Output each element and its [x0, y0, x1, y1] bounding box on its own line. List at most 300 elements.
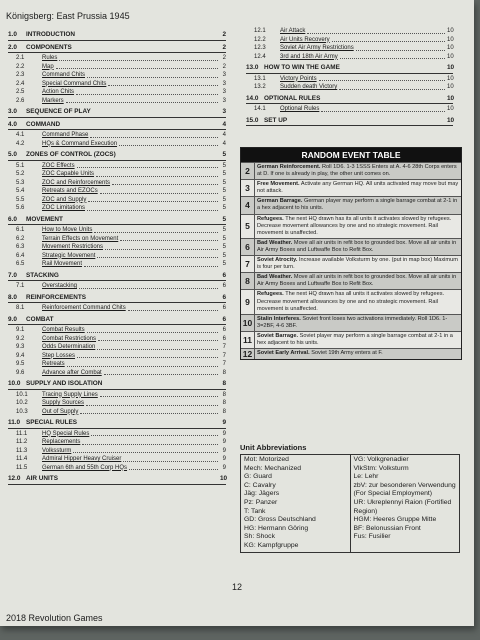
- toc-label: Out of Supply: [42, 408, 79, 415]
- toc-label: Optional Rules: [280, 106, 320, 112]
- toc-label: Map: [42, 63, 54, 70]
- toc-number: 9.4: [16, 352, 25, 359]
- toc-number: 11.1: [16, 430, 28, 437]
- toc-number: 13.0: [246, 64, 259, 71]
- toc-label: German 6th and 55th Corp HQs: [42, 464, 128, 471]
- event-title: German Barrage.: [257, 198, 303, 205]
- toc-entry-row: [8, 162, 226, 171]
- toc-label: COMBAT: [26, 315, 54, 323]
- toc-page: 2: [222, 31, 226, 38]
- abbreviation-item: GD: Gross Deutschland: [244, 516, 316, 524]
- toc-label: INTRODUCTION: [26, 31, 75, 38]
- toc-label: SEQUENCE OF PLAY: [26, 108, 91, 115]
- event-text: [255, 180, 461, 196]
- toc-label: Replacements: [42, 439, 81, 445]
- toc-section-row: [246, 117, 453, 127]
- toc-label: Command Chits: [42, 72, 86, 78]
- toc-entry-row: [8, 80, 226, 89]
- toc-page: 6: [222, 315, 226, 323]
- event-text: [255, 256, 461, 272]
- toc-number: 5.4: [16, 188, 25, 194]
- toc-label: Sudden death Victory: [280, 84, 338, 90]
- toc-label: SPECIAL RULES: [26, 419, 78, 426]
- toc-number: 11.3: [16, 447, 28, 454]
- event-description: The next HQ drawn has all units it activates slowed by refugees. Decrease movement allowances by one and no strategic movement. Rail movement is unaffected.: [257, 291, 445, 312]
- toc-number: 2.2: [16, 63, 25, 70]
- toc-entry-row: [8, 97, 226, 106]
- toc-label: STACKING: [26, 271, 59, 279]
- toc-entry-row: [246, 44, 453, 53]
- toc-number: 6.2: [16, 235, 25, 242]
- toc-page: 9: [222, 430, 226, 437]
- toc-leader-dots: [98, 340, 218, 341]
- event-row: [241, 255, 461, 272]
- toc-number: 10.0: [8, 380, 21, 387]
- toc-page: 10: [447, 106, 454, 112]
- toc-number: 6.5: [16, 261, 25, 267]
- toc-entry-row: [8, 399, 226, 408]
- toc-number: 11.5: [16, 464, 28, 471]
- toc-page: 10: [447, 94, 455, 102]
- toc-page: 6: [222, 293, 226, 301]
- toc-number: 11.4: [16, 456, 28, 462]
- toc-entry-row: [8, 369, 226, 378]
- toc-entry-row: [246, 27, 453, 36]
- toc-leader-dots: [77, 167, 218, 168]
- toc-section-row: [8, 216, 226, 226]
- toc-section-row: [8, 475, 226, 485]
- toc-leader-dots: [108, 85, 218, 86]
- toc-leader-dots: [340, 58, 445, 59]
- random-event-table: [240, 147, 462, 360]
- abbreviations-left-column: [241, 455, 350, 552]
- toc-entry-row: [8, 455, 226, 464]
- toc-label: Command Phase: [42, 132, 89, 138]
- toc-page: 10: [447, 36, 454, 43]
- toc-section-row: [8, 419, 226, 429]
- toc-leader-dots: [91, 435, 218, 436]
- abbreviation-item: Mech: Mechanized: [244, 464, 302, 472]
- toc-label: Step Losses: [42, 352, 76, 359]
- page-number: 12: [232, 582, 243, 592]
- toc-page: 5: [222, 252, 226, 259]
- toc-number: 6.3: [16, 244, 25, 250]
- toc-leader-dots: [84, 266, 218, 267]
- toc-page: 6: [222, 327, 226, 333]
- toc-section-row: [8, 272, 226, 282]
- toc-page: 7: [222, 361, 226, 367]
- toc-number: 9.6: [16, 369, 25, 376]
- toc-number: 12.0: [8, 475, 21, 482]
- toc-label: Combat Restrictions: [42, 335, 97, 342]
- abbreviation-item: KG: Kampfgruppe: [244, 541, 299, 549]
- toc-number: 5.1: [16, 162, 25, 169]
- toc-page: 4: [222, 120, 226, 128]
- toc-label: Special Command Chits: [42, 80, 107, 87]
- toc-page: 5: [222, 261, 226, 267]
- event-text: [255, 163, 461, 179]
- abbreviation-item: C: Cavalry: [244, 481, 276, 489]
- toc-entry-row: [8, 326, 226, 335]
- toc-leader-dots: [356, 50, 445, 51]
- toc-number: 11.2: [16, 439, 28, 445]
- toc-label: Air Attack: [280, 28, 306, 34]
- toc-entry-row: [8, 179, 226, 188]
- toc-entry-row: [8, 71, 226, 80]
- abbreviation-item: Sh: Shock: [244, 533, 275, 541]
- event-title: Free Movement.: [257, 181, 300, 188]
- toc-number: 9.2: [16, 335, 25, 342]
- event-title: Soviet Early Arrival.: [257, 350, 310, 357]
- toc-section-row: [246, 95, 453, 105]
- toc-number: 15.0: [246, 116, 259, 124]
- abbreviation-item: Le: Lehr: [353, 473, 379, 481]
- event-title: Soviet Atrocity.: [257, 257, 298, 264]
- toc-number: 9.3: [16, 344, 25, 350]
- toc-label: COMPONENTS: [26, 43, 72, 51]
- toc-page: 5: [222, 235, 226, 242]
- toc-page: 2: [222, 55, 226, 61]
- toc-page: 8: [222, 400, 226, 406]
- toc-entry-row: [8, 196, 226, 205]
- toc-page: 5: [222, 171, 226, 177]
- toc-number: 13.1: [254, 75, 266, 82]
- toc-section-row: [8, 380, 226, 390]
- toc-leader-dots: [67, 366, 218, 367]
- toc-number: 6.4: [16, 252, 25, 259]
- toc-page: 3: [222, 80, 226, 87]
- toc-number: 2.1: [16, 55, 25, 61]
- toc-leader-dots: [97, 349, 218, 350]
- toc-page: 10: [447, 53, 454, 60]
- event-row: [241, 314, 461, 331]
- toc-label: ZOC and Supply: [42, 196, 87, 203]
- toc-page: 9: [222, 439, 226, 445]
- toc-page: 10: [220, 475, 228, 482]
- abbreviation-item: Pz: Panzer: [244, 498, 278, 506]
- toc-entry-row: [8, 447, 226, 456]
- toc-label: Air Units Recovery: [280, 36, 330, 43]
- toc-label: HOW TO WIN THE GAME: [264, 64, 340, 71]
- toc-label: How to Move Units: [42, 227, 93, 233]
- abbreviations-title: Unit Abbreviations: [240, 443, 307, 452]
- toc-number: 9.5: [16, 361, 25, 367]
- event-roll: 4: [241, 197, 255, 213]
- toc-page: 10: [447, 64, 455, 71]
- toc-number: 12.1: [254, 28, 266, 34]
- toc-entry-row: [8, 391, 226, 400]
- toc-leader-dots: [77, 357, 218, 358]
- event-row: [241, 238, 461, 255]
- toc-label: Rail Movement: [42, 261, 83, 267]
- toc-leader-dots: [96, 176, 218, 177]
- toc-entry-row: [8, 140, 226, 149]
- event-row: [241, 272, 461, 289]
- toc-label: REINFORCEMENTS: [26, 293, 87, 301]
- toc-entry-row: [8, 464, 226, 473]
- toc-page: 8: [222, 408, 226, 415]
- toc-label: Retreats and EZOCs: [42, 188, 98, 194]
- toc-label: MOVEMENT: [26, 215, 63, 223]
- event-row: [241, 331, 461, 348]
- toc-number: 2.5: [16, 89, 25, 95]
- toc-label: Combat Results: [42, 327, 85, 333]
- toc-leader-dots: [80, 413, 218, 414]
- toc-entry-row: [8, 131, 226, 140]
- toc-number: 5.5: [16, 196, 25, 203]
- toc-label: Action Chits: [42, 89, 75, 95]
- event-title: Refugees.: [257, 215, 284, 222]
- toc-label: Supply Sources: [42, 400, 85, 406]
- event-roll: 9: [241, 290, 255, 313]
- toc-entry-row: [246, 36, 453, 45]
- toc-number: 2.0: [8, 43, 17, 51]
- toc-leader-dots: [332, 41, 445, 42]
- toc-page: 10: [447, 28, 454, 34]
- toc-entry-row: [8, 204, 226, 213]
- toc-leader-dots: [76, 94, 218, 95]
- toc-page: 9: [222, 456, 226, 462]
- event-text: [255, 215, 461, 238]
- toc-entry-row: [8, 252, 226, 261]
- toc-label: HQ Special Rules: [42, 430, 90, 437]
- abbreviation-item: Fus: Fusilier: [353, 533, 391, 541]
- event-title: Stalin Interferes.: [257, 315, 301, 322]
- toc-label: Rules: [42, 55, 58, 61]
- event-table-title: RANDOM EVENT TABLE: [241, 148, 461, 162]
- toc-leader-dots: [59, 60, 218, 61]
- toc-entry-row: [8, 226, 226, 235]
- event-row: [241, 179, 461, 196]
- toc-label: ZOC Capable Units: [42, 171, 95, 177]
- toc-entry-row: [8, 343, 226, 352]
- event-row: [241, 214, 461, 238]
- toc-number: 12.3: [254, 45, 266, 51]
- toc-section-row: [8, 31, 226, 41]
- toc-label: ZOC and Reinforcements: [42, 179, 111, 186]
- toc-page: 4: [222, 140, 226, 147]
- toc-leader-dots: [307, 33, 445, 34]
- toc-label: SET UP: [264, 116, 288, 124]
- event-description: Soviet player may perform a single barrage combat at 2-1 in a hex adjacent to his units.: [257, 332, 453, 346]
- abbreviation-item: HGM: Heeres Gruppe Mitte: [353, 516, 437, 524]
- toc-entry-row: [8, 282, 226, 291]
- toc-label: Strategic Movement: [42, 252, 96, 259]
- toc-label: Overstacking: [42, 283, 78, 289]
- toc-page: 5: [222, 151, 226, 158]
- toc-number: 10.1: [16, 391, 28, 398]
- event-roll: 10: [241, 315, 255, 331]
- toc-page: 2: [222, 63, 226, 70]
- toc-leader-dots: [56, 68, 218, 69]
- toc-entry-row: [8, 360, 226, 369]
- toc-leader-dots: [123, 461, 218, 462]
- toc-leader-dots: [73, 452, 218, 453]
- toc-page: 3: [222, 72, 226, 78]
- toc-leader-dots: [339, 89, 445, 90]
- toc-section-row: [8, 151, 226, 161]
- toc-leader-dots: [87, 332, 218, 333]
- toc-page: 10: [447, 75, 454, 82]
- toc-number: 6.0: [8, 215, 17, 223]
- event-roll: 7: [241, 256, 255, 272]
- toc-leader-dots: [87, 210, 218, 211]
- event-title: Soviet Barrage.: [257, 332, 299, 339]
- abbreviation-item: VlkStm: Volksturm: [353, 464, 409, 472]
- abbreviation-item: UR: Ukreplennyi Raion (Fortified Region): [353, 498, 452, 515]
- toc-number: 10.3: [16, 408, 28, 415]
- toc-leader-dots: [112, 184, 218, 185]
- toc-number: 2.4: [16, 80, 25, 87]
- toc-entry-row: [8, 352, 226, 361]
- toc-page: 10: [447, 84, 454, 90]
- event-row: [241, 162, 461, 179]
- toc-label: 3rd and 18th Air Army: [280, 53, 338, 60]
- event-roll: 6: [241, 239, 255, 255]
- toc-page: 2: [222, 43, 226, 51]
- toc-page: 5: [222, 205, 226, 211]
- toc-page: 8: [222, 380, 226, 387]
- toc-leader-dots: [79, 288, 218, 289]
- toc-label: Admiral Hipper Heavy Cruiser: [42, 456, 122, 462]
- toc-number: 4.0: [8, 120, 17, 128]
- event-description: Move all air units in refit box to grounded box. Move all air units in Air Army Boxes and Luftwaffe Box to Refit Box.: [257, 274, 457, 288]
- toc-page: 5: [222, 196, 226, 203]
- toc-number: 9.1: [16, 327, 25, 333]
- toc-label: Markers: [42, 97, 64, 104]
- toc-number: 2.3: [16, 72, 25, 78]
- toc-entry-row: [8, 335, 226, 344]
- toc-label: OPTIONAL RULES: [264, 94, 321, 102]
- toc-page: 6: [222, 305, 226, 311]
- event-title: Refugees.: [257, 291, 284, 298]
- toc-page: 3: [222, 108, 226, 115]
- event-description: German player may perform a single barrage combat at 2-1 in a hex adjacent to his units.: [257, 198, 458, 212]
- toc-label: SUPPLY AND ISOLATION: [26, 380, 103, 387]
- toc-leader-dots: [129, 469, 218, 470]
- event-description: Roll 1D6. 1-3 1SSS Enters at A. 4-6 28th Corps enters at D. If one is already in play, the other unit comes on.: [257, 164, 457, 178]
- toc-leader-dots: [100, 193, 218, 194]
- toc-entry-row: [8, 170, 226, 179]
- toc-number: 4.1: [16, 132, 25, 138]
- toc-page: 4: [222, 132, 226, 138]
- toc-entry-row: [246, 105, 453, 114]
- event-row: [241, 289, 461, 313]
- toc-section-row: [8, 316, 226, 326]
- toc-entry-row: [8, 187, 226, 196]
- event-roll: 11: [241, 332, 255, 348]
- toc-number: 6.1: [16, 227, 25, 233]
- toc-number: 8.0: [8, 293, 17, 301]
- table-of-contents-left: [8, 28, 226, 486]
- toc-entry-row: [8, 88, 226, 97]
- toc-number: 12.2: [254, 36, 266, 43]
- toc-section-row: [8, 108, 226, 118]
- event-title: Bad Weather.: [257, 239, 293, 246]
- event-description: Soviet front loses two activations immediately. Roll 1D6. 1-3=2BF, 4-6 3BF.: [257, 315, 448, 329]
- toc-label: COMMAND: [26, 120, 61, 128]
- toc-page: 9: [222, 447, 226, 454]
- toc-entry-row: [8, 408, 226, 417]
- toc-entry-row: [246, 75, 453, 84]
- toc-page: 10: [447, 116, 455, 124]
- toc-leader-dots: [319, 80, 445, 81]
- abbreviation-item: Jäg: Jägers: [244, 490, 280, 498]
- toc-leader-dots: [105, 249, 218, 250]
- event-description: Increase available Volksturm by one. (put in map box) Maximum is four per turn.: [257, 257, 458, 271]
- toc-label: Tracing Supply Lines: [42, 391, 98, 398]
- abbreviation-item: Mot: Motorized: [244, 456, 289, 463]
- event-text: [255, 273, 461, 289]
- toc-entry-row: [8, 260, 226, 269]
- toc-leader-dots: [86, 405, 218, 406]
- toc-page: 10: [447, 45, 454, 51]
- event-text: [255, 315, 461, 331]
- toc-label: ZOC Limitations: [42, 205, 86, 211]
- toc-leader-dots: [128, 310, 218, 311]
- toc-page: 3: [222, 97, 226, 104]
- toc-number: 1.0: [8, 31, 17, 38]
- event-roll: 3: [241, 180, 255, 196]
- abbreviation-item: VG: Volkgrenadier: [353, 456, 409, 463]
- event-title: Bad Weather.: [257, 274, 293, 281]
- toc-page: 7: [222, 352, 226, 359]
- toc-label: Soviet Air Army Restrictions: [280, 45, 354, 51]
- toc-leader-dots: [90, 137, 218, 138]
- toc-number: 5.3: [16, 179, 25, 186]
- toc-number: 11.0: [8, 419, 21, 426]
- toc-leader-dots: [66, 102, 218, 103]
- event-roll: 12: [241, 349, 255, 359]
- abbreviation-item: G: Guard: [244, 473, 272, 481]
- toc-entry-row: [8, 54, 226, 63]
- toc-leader-dots: [88, 201, 218, 202]
- abbreviation-item: zbV: zur besonderen Verwendung (For Special Employment): [353, 481, 456, 498]
- toc-number: 4.2: [16, 140, 25, 147]
- toc-entry-row: [8, 243, 226, 252]
- event-roll: 2: [241, 163, 255, 179]
- page-footer: 2018 Revolution Games: [6, 613, 103, 623]
- toc-page: 6: [222, 335, 226, 342]
- event-row: [241, 196, 461, 213]
- toc-number: 2.6: [16, 97, 25, 104]
- toc-page: 5: [222, 162, 226, 169]
- event-roll: 5: [241, 215, 255, 238]
- toc-label: ZOC Effects: [42, 162, 75, 169]
- toc-page: 5: [222, 227, 226, 233]
- toc-number: 9.0: [8, 315, 17, 323]
- toc-page: 5: [222, 215, 226, 223]
- toc-leader-dots: [100, 396, 218, 397]
- toc-leader-dots: [87, 77, 218, 78]
- page-header: Königsberg: East Prussia 1945: [6, 11, 130, 21]
- toc-label: AIR UNITS: [26, 475, 58, 482]
- event-description: The next HQ drawn has its all units it activates slowed by refugees. Decrease movement allowances by one and no strategic movement. Rail movement is unaffected.: [257, 215, 452, 236]
- toc-page: 5: [222, 244, 226, 250]
- toc-leader-dots: [104, 374, 218, 375]
- toc-page: 9: [222, 419, 226, 426]
- event-description: Activate any German HQ. All units activated may move but may not attack.: [257, 181, 459, 195]
- toc-label: HQs & Command Execution: [42, 140, 118, 147]
- abbreviation-item: HG: Hermann Göring: [244, 524, 309, 532]
- event-roll: 8: [241, 273, 255, 289]
- toc-page: 6: [222, 283, 226, 289]
- toc-number: 14.1: [254, 106, 266, 112]
- toc-page: 8: [222, 391, 226, 398]
- toc-page: 3: [222, 89, 226, 95]
- abbreviations-right-column: [350, 455, 460, 552]
- toc-page: 8: [222, 369, 226, 376]
